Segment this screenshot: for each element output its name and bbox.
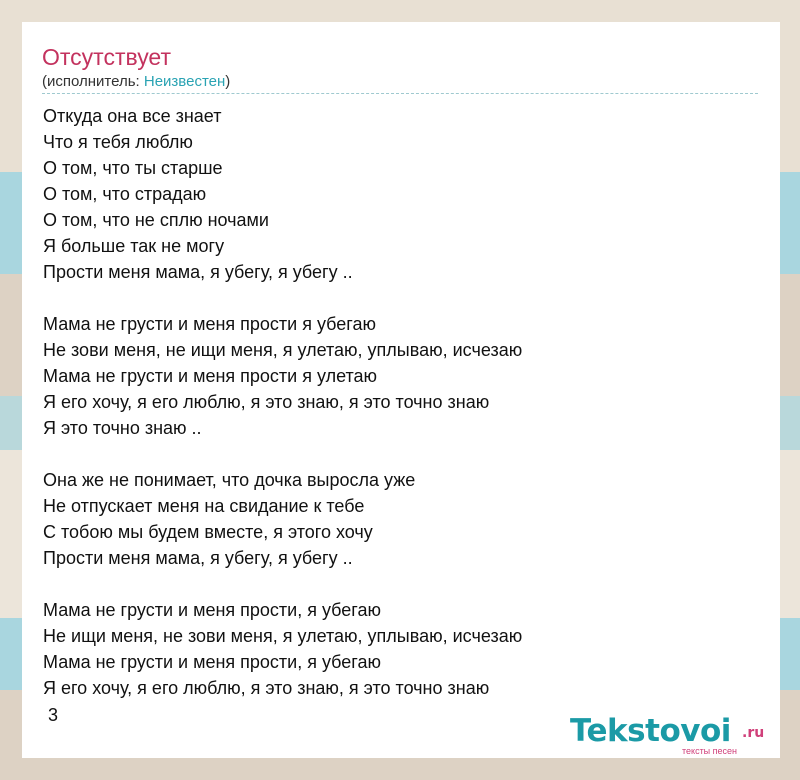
lyrics-body [43, 103, 758, 701]
lyric-line: Не зови меня, не ищи меня, я улетаю, уплываю, исчезаю [43, 340, 523, 360]
lyric-line: Мама не грусти и меня прости я улетаю [43, 366, 378, 386]
lyric-line: Не отпускает меня на свидание к тебе [43, 496, 365, 516]
lyric-line: Что я тебя люблю [43, 132, 193, 152]
title-divider [42, 93, 758, 94]
lyric-line: Откуда она все знает [43, 106, 222, 126]
lyric-line: Прости меня мама, я убегу, я убегу .. [43, 548, 353, 568]
lyric-line: Я его хочу, я его люблю, я это знаю, я это точно знаю [43, 678, 490, 698]
lyric-line: Я больше так не могу [43, 236, 225, 256]
lyric-line: Мама не грусти и меня прости, я убегаю [43, 652, 381, 672]
artist-suffix: ) [225, 73, 231, 90]
artist-link[interactable]: Неизвестен [143, 73, 226, 90]
logo-tagline: тексты песен [682, 746, 738, 756]
lyrics-card [22, 22, 780, 758]
stanza-gap [43, 285, 758, 311]
lyric-line: Она же не понимает, что дочка выросла уже [43, 470, 416, 490]
page-number: 3 [48, 705, 59, 725]
lyric-line: Прости меня мама, я убегу, я убегу .. [43, 262, 353, 282]
lyric-line: Не ищи меня, не зови меня, я улетаю, уплываю, исчезаю [43, 626, 523, 646]
lyric-line: С тобою мы будем вместе, я этого хочу [43, 522, 373, 542]
song-title: Отсутствует [42, 44, 171, 70]
song-meta [42, 72, 230, 92]
lyric-line: О том, что страдаю [43, 184, 207, 204]
lyric-line: О том, что ты старше [43, 158, 223, 178]
stanza-gap [43, 571, 758, 597]
logo-wordmark: Tekstovoi [570, 713, 731, 749]
logo-domain-suffix: .ru [742, 725, 765, 741]
site-logo[interactable] [570, 712, 778, 758]
lyric-line: Я это точно знаю .. [43, 418, 202, 438]
lyric-line: Я его хочу, я его люблю, я это знаю, я это точно знаю [43, 392, 490, 412]
stanza-gap [43, 441, 758, 467]
lyric-line: О том, что не сплю ночами [43, 210, 269, 230]
lyric-line: Мама не грусти и меня прости я убегаю [43, 314, 376, 334]
artist-prefix: (исполнитель: [42, 73, 144, 90]
lyric-line: Мама не грусти и меня прости, я убегаю [43, 600, 381, 620]
